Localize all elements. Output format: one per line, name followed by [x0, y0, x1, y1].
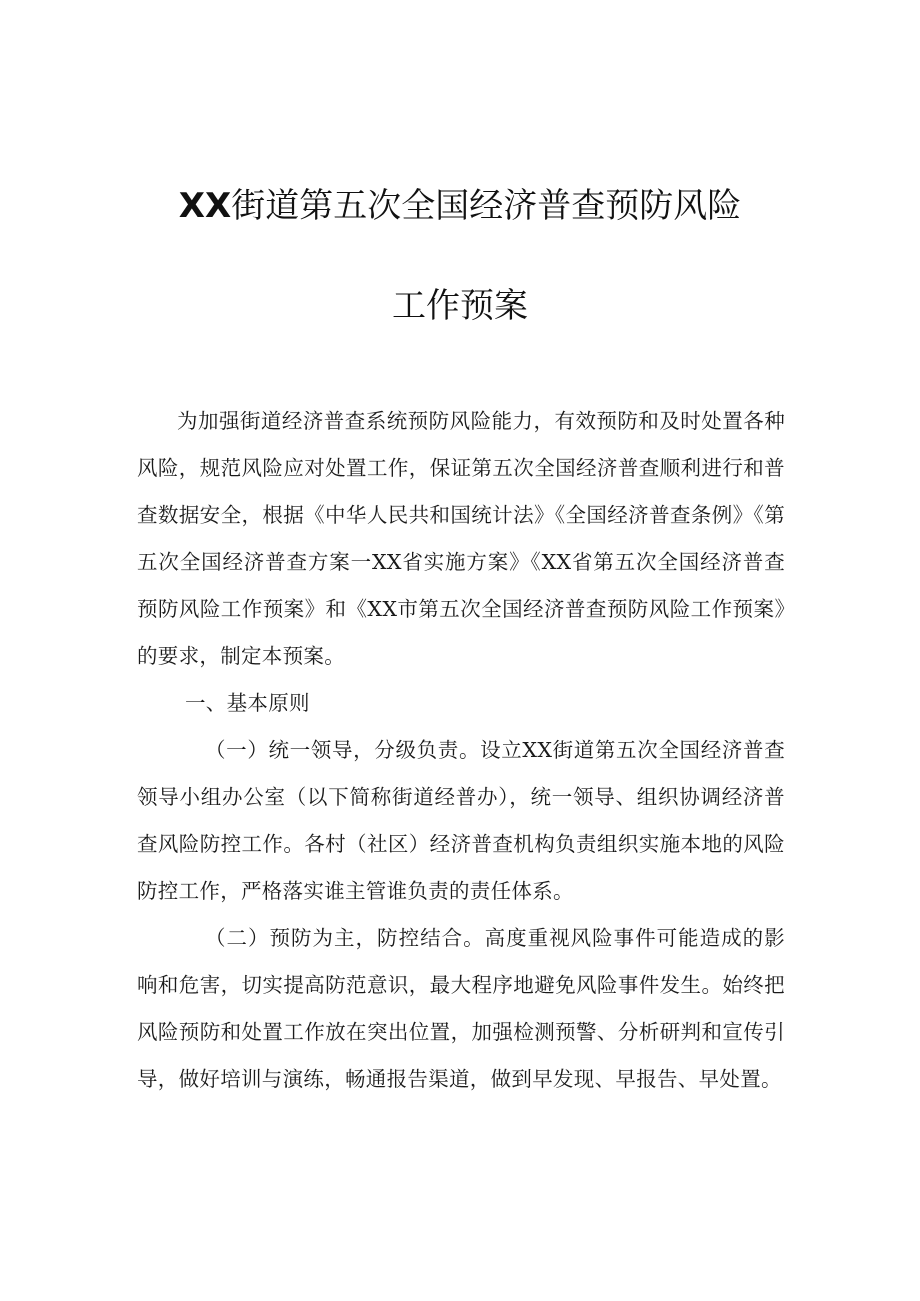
intro-paragraph: 为加强街道经济普查系统预防风险能力，有效预防和及时处置各种风险，规范风险应对处置工作，保证第五次全国经济普查顺利进行和普查数据安全，根据《中华人民共和国统计法》《全国经济普查条例》《第五次全国经济普查方案一XX省实施方案》《XX省第五次全国经济普查预防风险工作预案》和《XX市第五次全国经济普查预防风险工作预案》的要求，制定本预案。 [137, 409, 785, 668]
principle-paragraph-2: （二）预防为主，防控结合。高度重视风险事件可能造成的影响和危害，切实提高防范意识，最大程序地避免风险事件发生。始终把风险预防和处置工作放在突出位置，加强检测预警、分析研判和宣传引导，做好培训与演练，畅通报告渠道，做到早发现、早报告、早处置。 [137, 926, 785, 1091]
document-title-line-1 [0, 186, 920, 226]
principle-paragraph-1: （一）统一领导，分级负责。设立XX街道第五次全国经济普查领导小组办公室（以下简称街道经普办），统一领导、组织协调经济普查风险防控工作。各村（社区）经济普查机构负责组织实施本地的风险防控工作，严格落实谁主管谁负责的责任体系。 [137, 738, 785, 903]
title-prefix: XX [178, 186, 232, 226]
document-title-line-2: 工作预案 [392, 286, 528, 326]
title-rest: 街道第五次全国经济普查预防风险 [231, 186, 742, 226]
section-heading-basic-principles: 一、基本原则 [185, 691, 310, 715]
